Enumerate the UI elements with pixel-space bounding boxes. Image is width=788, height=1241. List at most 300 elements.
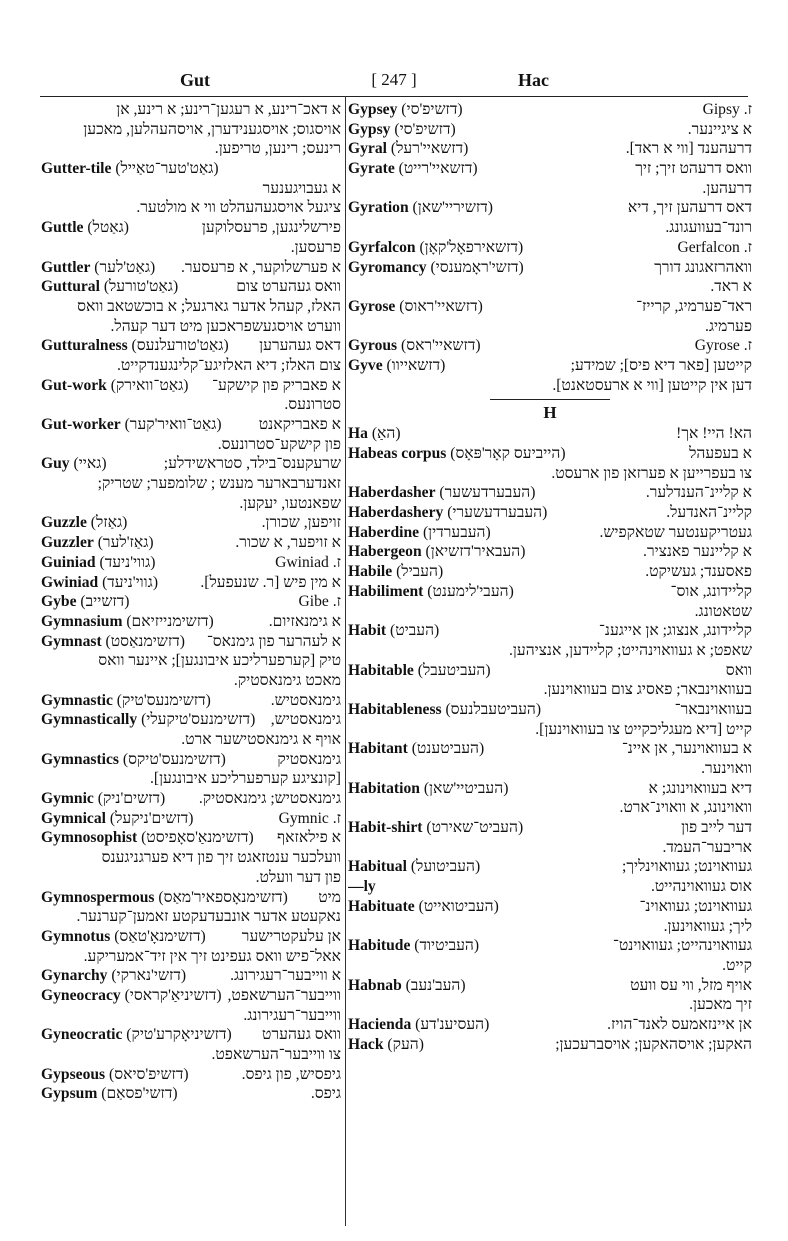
dictionary-entry	[41, 100, 341, 159]
entry-pronunciation: (דזשי'נארקי)	[107, 967, 187, 985]
entry-first-line	[41, 828, 341, 848]
dictionary-entry	[348, 356, 752, 395]
dictionary-entry	[348, 198, 752, 237]
entry-headword: Gymnastic	[41, 691, 113, 709]
entry-pronunciation: (גאַט־וואיר'קער)	[120, 416, 222, 433]
dictionary-entry	[348, 503, 752, 523]
entry-definition: א קליינ־הענדלער.	[645, 484, 752, 502]
entry-definition: ראד־פערמיג, קרייז־	[636, 297, 752, 315]
entry-headword: —ly	[348, 878, 376, 896]
entry-headword: Gutter-tile	[41, 160, 112, 178]
entry-first-line	[41, 513, 341, 533]
entry-definition: זויפען, שכורן.	[261, 514, 341, 532]
entry-headword: Habit-shirt	[348, 819, 423, 837]
entry-headword: Habitableness	[348, 700, 442, 718]
entry-first-line	[348, 100, 752, 120]
entry-headword: Habitual	[348, 858, 407, 876]
entry-definition: ז. Gipsy	[702, 101, 752, 118]
entry-headword: Gymnasium	[41, 612, 123, 630]
entry-headword: Habitant	[348, 740, 408, 758]
entry-first-line	[348, 424, 752, 444]
entry-pronunciation: (העב'נעב)	[401, 976, 466, 994]
dictionary-entry	[348, 424, 752, 444]
entry-headword: Gwiniad	[41, 573, 99, 591]
page-number: [ 247 ]	[371, 70, 417, 89]
entry-continuation-line: ציגעל אויסגעהעהלט ווי א מולטער.	[136, 199, 341, 217]
entry-first-line	[41, 632, 341, 652]
section-letter: H	[543, 403, 557, 423]
entry-headword: Habitude	[348, 937, 411, 955]
entry-headword: Gyrous	[348, 337, 398, 355]
entry-pronunciation: (העביטעבל)	[413, 661, 491, 679]
dictionary-entry	[348, 159, 752, 198]
entry-definition: ז. Gibe	[298, 593, 341, 611]
entry-pronunciation: (העביט)	[386, 622, 440, 640]
entry-headword: Gynarchy	[41, 967, 108, 985]
entry-first-line	[41, 1084, 341, 1104]
dictionary-entry	[348, 297, 752, 336]
running-header	[40, 70, 748, 94]
entry-headword: Gymnic	[41, 790, 94, 808]
left-column	[41, 100, 341, 1104]
entry-first-line	[348, 897, 752, 917]
entry-definition: געוואוינט; געוואוינ־	[639, 897, 752, 915]
entry-definition: וואס געהערט	[262, 1026, 341, 1044]
entry-definition: פאסענד; געשיקט.	[645, 563, 752, 581]
dictionary-entry	[348, 258, 752, 297]
dictionary-entry	[41, 1065, 341, 1085]
entry-headword: Gymnical	[41, 809, 106, 827]
entry-pronunciation: (דזשימנייזיאם)	[122, 612, 214, 630]
dictionary-entry	[348, 1015, 752, 1035]
dictionary-entry	[41, 336, 341, 375]
entry-headword: Gymnast	[41, 632, 102, 650]
entry-headword: Gyneocratic	[41, 1026, 123, 1044]
entry-first-line	[348, 700, 752, 720]
entry-definition: דאס געהערען	[259, 337, 341, 355]
column-divider	[345, 96, 346, 1226]
dictionary-entry	[348, 238, 752, 258]
entry-headword: Guttler	[41, 258, 91, 276]
entry-definition: ז. Gymnic	[278, 809, 341, 827]
entry-pronunciation: (העביט־שאירט)	[422, 819, 524, 837]
entry-headword: Gutturalness	[41, 337, 128, 355]
dictionary-entry	[41, 789, 341, 809]
entry-headword: Haberdine	[348, 523, 420, 541]
entry-continuation-line: צום האלז; דיא האלזיגע־קלינגענדקייט.	[116, 356, 341, 374]
entry-first-line	[348, 562, 752, 582]
entry-definition: וואס דרעהט זיך; זיך	[635, 160, 752, 178]
dictionary-entry	[41, 592, 341, 612]
entry-pronunciation: (דזשימנאָספאיר'מאַס)	[154, 888, 288, 906]
entry-definition: געוואוינהייט; געוואוינט־	[612, 937, 752, 955]
dictionary-entry	[41, 376, 341, 415]
entry-first-line	[41, 415, 341, 435]
dictionary-entry	[41, 927, 341, 966]
entry-pronunciation: (גאַט'לער)	[90, 258, 156, 276]
entry-definition: וואהרזאגונג דורך	[654, 258, 752, 276]
entry-first-line	[348, 444, 752, 464]
entry-pronunciation: (גאַזל)	[86, 514, 128, 532]
dictionary-entry	[41, 809, 341, 829]
entry-continuation-line: וועלכער ענטזאגט זיך פון דיא פערגניגענס	[101, 849, 341, 867]
entry-headword: Habergeon	[348, 543, 422, 561]
entry-continuation-line: האלז, קעהל אדער גארגעל; א בוכשטאב וואס	[77, 297, 341, 315]
entry-definition: א ווייבער־רעגירונג.	[230, 967, 341, 985]
entry-headword: Gypsum	[41, 1085, 98, 1103]
dictionary-entry	[41, 513, 341, 533]
right-g-entries	[348, 100, 752, 395]
entry-first-line	[348, 582, 752, 602]
entry-headword: Gyration	[348, 199, 409, 217]
entry-first-line	[41, 691, 341, 711]
entry-headword: Gymnosophist	[41, 829, 138, 847]
dictionary-entry	[41, 612, 341, 632]
dictionary-entry	[348, 976, 752, 1015]
entry-first-line	[348, 936, 752, 956]
entry-headword: Hacienda	[348, 1015, 412, 1033]
entry-first-line	[41, 789, 341, 809]
entry-pronunciation: (דזשימנאַסט)	[101, 632, 185, 650]
entry-pronunciation: (דזשימנעס'טיקעלי)	[137, 711, 256, 729]
entry-headword: Guy	[41, 455, 70, 473]
entry-continuation-line: שפאנטעו, יעקען.	[239, 494, 341, 512]
entry-definition: א גימנאזיום.	[268, 612, 341, 630]
entry-first-line	[348, 661, 752, 681]
entry-definition: א פאבריקאנט	[258, 416, 341, 433]
entry-definition: ז. Gerfalcon	[677, 238, 752, 256]
entry-pronunciation: (דזשי'פסאַם)	[97, 1085, 178, 1103]
entry-pronunciation: (גאַטל)	[83, 219, 129, 237]
entry-pronunciation: (העביטענט)	[407, 740, 485, 758]
right-guide-word: Hac	[518, 70, 549, 90]
entry-pronunciation: (דזשיפ'סי)	[390, 120, 456, 138]
entry-definition: קייטען [פאר דיא פיס]; שמידע;	[570, 356, 752, 374]
dictionary-entry	[41, 1025, 341, 1064]
entry-pronunciation: (גווי'ניעד)	[95, 553, 156, 571]
dictionary-entry	[41, 533, 341, 553]
entry-pronunciation: (העבי'לימענט)	[423, 582, 514, 600]
dictionary-entry	[348, 739, 752, 778]
entry-headword: Habnab	[348, 976, 402, 994]
entry-pronunciation: (גאיי)	[69, 455, 107, 473]
entry-first-line	[41, 710, 341, 730]
entry-definition: גימנאסטיק	[277, 750, 341, 768]
dictionary-entry	[348, 779, 752, 818]
dictionary-entry	[41, 888, 341, 927]
entry-first-line	[41, 573, 341, 593]
entry-pronunciation: (דזשאיי'ראוס)	[395, 297, 483, 315]
entry-pronunciation: (גאַט'טורעל)	[99, 278, 179, 296]
entry-first-line	[41, 1065, 341, 1085]
entry-headword: Guzzler	[41, 534, 94, 552]
entry-pronunciation: (גאַז'לער)	[93, 534, 154, 552]
entry-continuation-line: דען אין קייטען [ווי א ארעסטאנט].	[552, 376, 752, 394]
dictionary-entry	[41, 828, 341, 887]
entry-continuation-line: טיק [קערפערליכע איבונגען]; איינער וואס	[98, 652, 341, 670]
entry-headword: Ha	[348, 425, 368, 443]
dictionary-entry	[41, 258, 341, 278]
entry-pronunciation: (העק)	[383, 1035, 424, 1053]
entry-first-line	[348, 336, 752, 356]
entry-first-line	[41, 376, 341, 396]
dictionary-entry	[41, 710, 341, 749]
entry-definition: א בעוואוינער, אן איינ־	[621, 740, 752, 758]
entry-headword: Habiliment	[348, 582, 424, 600]
entry-pronunciation: (דזשיריי'שאן)	[408, 199, 493, 217]
entry-first-line	[41, 1025, 341, 1045]
dictionary-entry	[348, 1035, 752, 1055]
header-rule	[40, 96, 748, 97]
right-column	[348, 100, 752, 1054]
entry-first-line	[41, 553, 341, 573]
entry-headword: Gyneocracy	[41, 986, 121, 1004]
entry-headword: Gymnastics	[41, 750, 119, 768]
dictionary-entry	[41, 454, 341, 513]
entry-first-line	[348, 1015, 752, 1035]
entry-definition: קליינ־האנדעל.	[666, 504, 752, 522]
entry-pronunciation: (דזשאירפאָל'קאָן)	[415, 238, 524, 256]
entry-headword: Haberdashery	[348, 504, 444, 522]
entry-first-line	[41, 750, 341, 770]
entry-pronunciation: (דזשים'ניק)	[93, 790, 166, 808]
entry-continuation-line: [קונציגע קערפערליכע איבונגען].	[149, 770, 341, 788]
entry-headword: Gymnospermous	[41, 888, 155, 906]
entry-pronunciation: (גאַט'טער־טאַייל)	[111, 160, 219, 178]
entry-first-line	[41, 809, 341, 829]
dictionary-entry	[41, 691, 341, 711]
dictionary-entry	[41, 573, 341, 593]
entry-definition: א לעהרער פון גימנאס־	[206, 632, 341, 650]
entry-first-line	[348, 258, 752, 278]
entry-definition: גימנאסטיש.	[270, 691, 341, 709]
entry-pronunciation: (דזשאיי'רייט)	[394, 160, 478, 178]
entry-first-line	[41, 533, 341, 553]
entry-first-line	[348, 976, 752, 996]
entry-continuation-line: פון קישקע־סטרונעס.	[217, 435, 341, 453]
entry-pronunciation: (גווי'ניעד)	[98, 573, 159, 591]
entry-continuation-line: אריבער־העמד.	[662, 838, 752, 856]
entry-continuation-line: זיך מאכען.	[689, 996, 752, 1014]
entry-first-line	[41, 927, 341, 947]
entry-headword: Gybe	[41, 593, 77, 611]
dictionary-entry	[348, 877, 752, 897]
entry-continuation-line: א געבויגענער	[262, 179, 341, 197]
entry-first-line	[348, 779, 752, 799]
entry-continuation-line: אאל־פיש וואס געפינט זיך אין זיד־אמעריקע.	[83, 947, 341, 965]
entry-headword: Gut-worker	[41, 416, 121, 433]
entry-first-line	[348, 483, 752, 503]
entry-headword: Habeas corpus	[348, 445, 447, 462]
entry-continuation-line: אויף א גימנאסטישער ארט.	[181, 731, 341, 748]
dictionary-entry	[348, 483, 752, 503]
entry-first-line	[41, 218, 341, 238]
dictionary-entry	[348, 444, 752, 483]
entry-pronunciation: (העביטואייט)	[414, 897, 499, 915]
entry-continuation-line: א דאכ־רינע, א רעגען־רינע; א רינע, אן	[116, 101, 341, 118]
entry-first-line	[348, 356, 752, 376]
entry-pronunciation: (דזשאיי'ראס)	[397, 337, 481, 355]
entry-headword: Gypsey	[348, 101, 398, 118]
entry-definition: דאס דרעהען זיך, דיא	[627, 199, 752, 217]
entry-continuation-line: שטאטונג.	[694, 602, 752, 620]
entry-definition: וואס געהערט צום	[236, 278, 341, 296]
entry-definition: האקען; אויסהאקען; אויסברעכען;	[555, 1035, 752, 1053]
entry-definition: מיט	[318, 888, 341, 906]
entry-first-line	[348, 857, 752, 877]
entry-definition: א קליינער פאנציר.	[643, 543, 752, 561]
entry-pronunciation: (דזשים'ניקעל)	[105, 809, 194, 827]
entry-continuation-line: פרעסען.	[290, 238, 341, 256]
entry-pronunciation: (דזשימנעס'טיק)	[112, 691, 211, 709]
dictionary-entry	[348, 700, 752, 739]
dictionary-entry	[348, 562, 752, 582]
entry-definition: געטריקענטער שטאקפיש.	[599, 523, 752, 541]
entry-continuation-line: אויסגוס; אויסגענידערן, אויסהעהלען, מאכען	[83, 120, 341, 138]
entry-headword: Haberdasher	[348, 484, 436, 502]
entry-continuation-line: רינעס; רינען, טריפען.	[214, 140, 341, 158]
entry-first-line	[348, 297, 752, 317]
entry-first-line	[348, 542, 752, 562]
entry-first-line	[348, 198, 752, 218]
entry-continuation-line: רונד־בעוועגונג.	[665, 219, 752, 237]
entry-pronunciation: (דזשיניאַ'קראסי)	[120, 986, 222, 1004]
entry-definition: א ציגיינער.	[687, 120, 752, 138]
entry-continuation-line: צו ווייבער־הערשאפט.	[211, 1046, 341, 1063]
entry-first-line	[348, 523, 752, 543]
dictionary-entry	[348, 139, 752, 159]
entry-first-line	[41, 888, 341, 908]
entry-pronunciation: (דזשימנאַ'סאָפיסט)	[137, 829, 254, 847]
entry-continuation-line: מאכט גימנאסטיק.	[233, 671, 341, 689]
dictionary-entry	[41, 966, 341, 986]
entry-pronunciation: (דזשי'ראָמענסי)	[426, 258, 524, 276]
entry-definition: קליידונג, אנצוג; אן אייגענ־	[598, 622, 752, 640]
entry-headword: Habile	[348, 563, 393, 581]
entry-pronunciation: (העביטיוד)	[410, 937, 480, 955]
dictionary-entry	[348, 100, 752, 120]
entry-headword: Habitation	[348, 779, 420, 797]
entry-definition: געוואוינט; געוואוינליך;	[622, 858, 752, 876]
entry-definition: דרעהענד [ווי א ראד].	[625, 140, 752, 158]
entry-definition: דער לייב פון	[681, 819, 752, 837]
dictionary-entry	[348, 936, 752, 975]
entry-definition: א פאבריק פון קישקע־	[212, 376, 341, 394]
entry-first-line	[41, 277, 341, 297]
entry-continuation-line: פערמיג.	[704, 317, 752, 335]
entry-headword: Habitable	[348, 661, 414, 679]
dictionary-entry	[41, 632, 341, 691]
dictionary-entry	[348, 523, 752, 543]
entry-definition: גימנאסטיש,	[270, 711, 341, 729]
dictionary-entry	[348, 336, 752, 356]
entry-definition: שרעקענס־בילד, סטראשידלע;	[163, 455, 341, 473]
entry-definition: אן איינזאמעס לאנד־הויז.	[607, 1015, 752, 1033]
entry-pronunciation: (האַ)	[367, 425, 401, 443]
entry-continuation-line: קייט [דיא מעגליכקייט צו בעוואוינען].	[535, 720, 752, 738]
left-guide-word: Gut	[180, 70, 211, 90]
section-rule	[490, 399, 610, 400]
dictionary-entry	[348, 120, 752, 140]
entry-pronunciation: (העביטעבלנעס)	[441, 700, 542, 718]
entry-continuation-line: ליך; געוואוינען.	[663, 917, 752, 935]
entry-first-line	[348, 139, 752, 159]
entry-headword: Guttle	[41, 219, 84, 237]
entry-first-line	[348, 1035, 752, 1055]
entry-headword: Gypseous	[41, 1065, 106, 1083]
right-h-entries	[348, 424, 752, 1054]
entry-pronunciation: (העבערדין)	[419, 523, 491, 541]
dictionary-entry	[41, 159, 341, 218]
entry-pronunciation: (דזשימנעס'טיקס)	[118, 750, 226, 768]
entry-headword: Gymnotus	[41, 927, 111, 945]
entry-definition: אוס געוואוינהייט.	[650, 878, 752, 896]
entry-headword: Gyromancy	[348, 258, 427, 276]
entry-pronunciation: (הייביעס קאָר'פּאָס)	[446, 445, 566, 462]
entry-pronunciation: (דזשימנאָ'טאַס)	[110, 927, 206, 945]
entry-first-line	[41, 454, 341, 474]
entry-pronunciation: (גאַט־וואירק)	[106, 376, 189, 394]
entry-headword: Guzzle	[41, 514, 87, 532]
entry-first-line	[348, 621, 752, 641]
entry-headword: Guttural	[41, 278, 100, 296]
entry-definition: אויף מזל, ווי עס וועט	[630, 976, 752, 994]
entry-first-line	[41, 336, 341, 356]
dictionary-entry	[348, 818, 752, 857]
entry-first-line	[41, 966, 341, 986]
entry-continuation-line: ווערט אויסגעשפראכען מיט דער קעהל.	[110, 317, 341, 335]
entry-definition: וואס	[725, 661, 752, 679]
entry-definition: גיפסיש, פון גיפס.	[241, 1065, 341, 1083]
entry-first-line	[348, 503, 752, 523]
entry-first-line	[348, 238, 752, 258]
entry-definition: ווייבער־הערשאפט,	[227, 986, 341, 1004]
entry-definition: א בעפעהל	[689, 445, 752, 462]
entry-pronunciation: (דזשיפ'סי)	[397, 101, 463, 118]
entry-pronunciation: (גאַט'טורעלנעס)	[127, 337, 229, 355]
entry-headword: Gyrfalcon	[348, 238, 416, 256]
entry-definition: אן עלעקטרישער	[241, 927, 341, 945]
entry-pronunciation: (דזשיניאָקרע'טיק)	[122, 1026, 232, 1044]
entry-definition: גיפס.	[310, 1085, 341, 1103]
entry-headword: Gyrose	[348, 297, 396, 315]
dictionary-entry	[348, 661, 752, 700]
entry-headword: Guiniad	[41, 553, 96, 571]
entry-first-line	[41, 986, 341, 1006]
entry-headword: Gut-work	[41, 376, 107, 394]
entry-definition: א פערשלוקער, א פרעסער.	[180, 258, 341, 276]
entry-continuation-line: וואוינער.	[701, 760, 752, 777]
entry-first-line	[41, 159, 341, 179]
dictionary-entry	[41, 750, 341, 789]
entry-headword: Hack	[348, 1035, 384, 1053]
entry-definition: א זויפער, א שכור.	[235, 534, 341, 552]
entry-pronunciation: (העבאיר'דזשיאן)	[421, 543, 526, 561]
entry-continuation-line: ווייבער־רעגירונג.	[243, 1006, 341, 1024]
entry-continuation-line: קייט.	[722, 956, 752, 974]
entry-definition: א מין פיש [ר. שנעפעל].	[200, 573, 341, 591]
entry-continuation-line: צו בעפרייען א פערזאן פון ארעסט.	[551, 464, 752, 482]
entry-headword: Gymnastically	[41, 711, 138, 729]
entry-first-line	[41, 258, 341, 278]
entry-continuation-line: וואוינונג, א וואוינ־ארט.	[619, 799, 752, 817]
entry-definition: הא! היי! אך!	[676, 425, 752, 443]
dictionary-entry	[41, 277, 341, 336]
entry-definition: ז. Gyrose	[694, 337, 752, 355]
entry-pronunciation: (דזשאייוו)	[382, 356, 446, 374]
dictionary-entry	[41, 1084, 341, 1104]
entry-continuation-line: סטרונעס.	[284, 396, 341, 414]
